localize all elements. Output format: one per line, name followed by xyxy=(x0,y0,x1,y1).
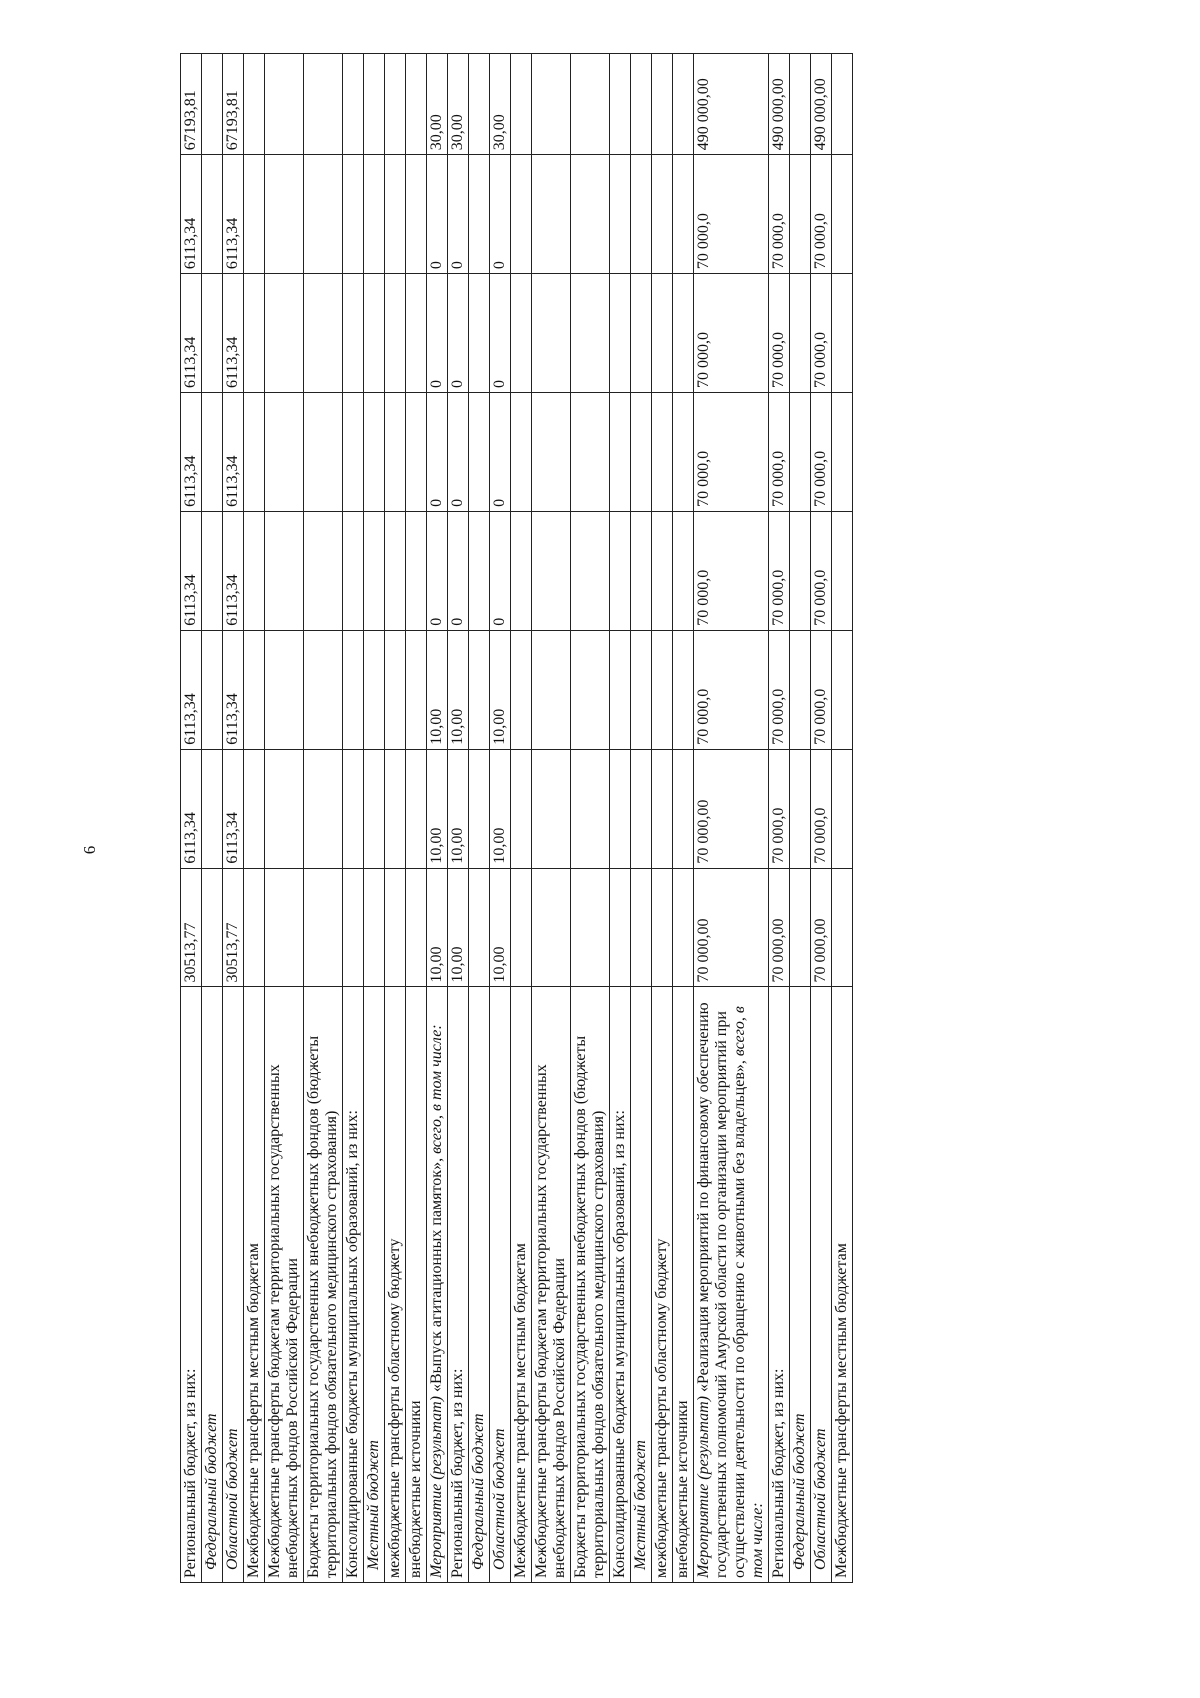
value-cell xyxy=(790,393,811,512)
row-label xyxy=(571,987,610,1583)
value-cell: 6113,34 xyxy=(181,630,202,749)
row-label xyxy=(244,987,265,1583)
value-cell xyxy=(406,155,427,274)
value-cell xyxy=(652,868,673,987)
table-row xyxy=(769,54,790,1583)
value-cell xyxy=(832,54,853,155)
value-cell xyxy=(511,868,532,987)
table-row xyxy=(532,54,571,1583)
value-cell xyxy=(652,749,673,868)
value-cell: 70 000,0 xyxy=(694,274,769,393)
row-label-text: Федеральный бюджет xyxy=(470,1413,487,1570)
value-cell: 6113,34 xyxy=(181,274,202,393)
value-cell xyxy=(832,749,853,868)
value-cell xyxy=(406,511,427,630)
value-cell xyxy=(244,868,265,987)
value-cell xyxy=(244,630,265,749)
value-cell xyxy=(610,868,631,987)
value-cell xyxy=(469,749,490,868)
value-cell xyxy=(610,749,631,868)
value-cell xyxy=(406,54,427,155)
value-cell xyxy=(304,868,343,987)
value-cell xyxy=(673,274,694,393)
row-label-part: всего, в том числе: xyxy=(731,1006,766,1578)
value-cell xyxy=(673,511,694,630)
value-cell xyxy=(610,511,631,630)
value-cell xyxy=(652,274,673,393)
value-cell xyxy=(304,54,343,155)
table-row xyxy=(832,54,853,1583)
value-cell xyxy=(385,630,406,749)
row-label xyxy=(427,987,448,1583)
value-cell xyxy=(364,868,385,987)
value-cell xyxy=(469,511,490,630)
row-label xyxy=(265,987,304,1583)
table-row xyxy=(673,54,694,1583)
value-cell: 0 xyxy=(427,155,448,274)
table-row xyxy=(364,54,385,1583)
value-cell xyxy=(790,749,811,868)
table-row xyxy=(223,54,244,1583)
value-cell xyxy=(673,868,694,987)
value-cell xyxy=(532,274,571,393)
value-cell xyxy=(532,155,571,274)
row-label xyxy=(385,987,406,1583)
row-label-text: Межбюджетные трансферты местным бюджетам xyxy=(512,1243,529,1578)
value-cell xyxy=(673,393,694,512)
value-cell xyxy=(652,511,673,630)
row-label xyxy=(202,987,223,1583)
value-cell xyxy=(631,393,652,512)
value-cell: 70 000,0 xyxy=(694,630,769,749)
value-cell xyxy=(202,630,223,749)
value-cell xyxy=(652,155,673,274)
value-cell: 10,00 xyxy=(427,749,448,868)
value-cell xyxy=(511,511,532,630)
table-row xyxy=(181,54,202,1583)
row-label-text: Межбюджетные трансферты местным бюджетам xyxy=(833,1243,850,1578)
row-label xyxy=(610,987,631,1583)
row-label xyxy=(364,987,385,1583)
value-cell: 0 xyxy=(427,274,448,393)
value-cell xyxy=(631,749,652,868)
value-cell xyxy=(571,868,610,987)
row-label-text: Межбюджетные трансферты местным бюджетам xyxy=(245,1243,262,1578)
row-label xyxy=(181,987,202,1583)
value-cell: 70 000,0 xyxy=(811,274,832,393)
value-cell xyxy=(304,511,343,630)
table-row xyxy=(511,54,532,1583)
value-cell xyxy=(343,868,364,987)
value-cell xyxy=(343,749,364,868)
row-label xyxy=(304,987,343,1583)
value-cell: 70 000,0 xyxy=(811,511,832,630)
value-cell: 0 xyxy=(490,511,511,630)
value-cell xyxy=(832,274,853,393)
row-label xyxy=(343,987,364,1583)
value-cell xyxy=(343,155,364,274)
row-label xyxy=(652,987,673,1583)
value-cell xyxy=(364,511,385,630)
value-cell xyxy=(304,155,343,274)
value-cell xyxy=(832,868,853,987)
value-cell xyxy=(244,749,265,868)
table-row xyxy=(202,54,223,1583)
value-cell: 70 000,00 xyxy=(694,868,769,987)
value-cell xyxy=(469,393,490,512)
value-cell: 70 000,0 xyxy=(769,393,790,512)
value-cell xyxy=(469,630,490,749)
value-cell xyxy=(343,393,364,512)
value-cell: 6113,34 xyxy=(223,749,244,868)
value-cell: 30513,77 xyxy=(181,868,202,987)
value-cell: 70 000,00 xyxy=(694,749,769,868)
value-cell: 70 000,0 xyxy=(769,511,790,630)
value-cell: 30,00 xyxy=(490,54,511,155)
value-cell xyxy=(343,511,364,630)
value-cell xyxy=(364,54,385,155)
value-cell xyxy=(673,630,694,749)
value-cell: 0 xyxy=(448,393,469,512)
value-cell: 6113,34 xyxy=(181,155,202,274)
row-label-text: Региональный бюджет, из них: xyxy=(449,1368,466,1578)
row-label-text: внебюджетные источники xyxy=(674,1400,691,1578)
row-label xyxy=(406,987,427,1583)
row-label xyxy=(448,987,469,1583)
value-cell xyxy=(673,749,694,868)
value-cell xyxy=(385,511,406,630)
table-row xyxy=(610,54,631,1583)
row-label-text: Бюджеты территориальных государственных внебюджетных фондов (бюджеты территориальных фондов обязательного медицинского страхования) xyxy=(305,1035,340,1578)
value-cell: 6113,34 xyxy=(223,630,244,749)
value-cell xyxy=(202,511,223,630)
value-cell xyxy=(406,274,427,393)
value-cell xyxy=(631,274,652,393)
value-cell xyxy=(571,393,610,512)
value-cell: 0 xyxy=(448,274,469,393)
value-cell xyxy=(832,511,853,630)
value-cell xyxy=(364,393,385,512)
row-label xyxy=(769,987,790,1583)
value-cell: 70 000,0 xyxy=(811,393,832,512)
value-cell xyxy=(832,393,853,512)
row-label-part: Мероприятие (результат) xyxy=(428,1392,445,1578)
row-label-text: Межбюджетные трансферты бюджетам территориальных государственных внебюджетных фондов Российской Федерации xyxy=(533,1064,568,1578)
value-cell xyxy=(571,511,610,630)
value-cell xyxy=(469,868,490,987)
value-cell xyxy=(406,630,427,749)
value-cell xyxy=(631,511,652,630)
value-cell: 70 000,0 xyxy=(769,749,790,868)
value-cell xyxy=(571,274,610,393)
value-cell: 490 000,00 xyxy=(694,54,769,155)
value-cell: 70 000,00 xyxy=(811,868,832,987)
value-cell xyxy=(406,868,427,987)
value-cell xyxy=(364,155,385,274)
table-row xyxy=(469,54,490,1583)
row-label xyxy=(673,987,694,1583)
value-cell xyxy=(511,274,532,393)
value-cell xyxy=(790,630,811,749)
value-cell xyxy=(385,868,406,987)
value-cell xyxy=(244,274,265,393)
value-cell xyxy=(343,274,364,393)
value-cell: 70 000,0 xyxy=(811,155,832,274)
value-cell: 10,00 xyxy=(448,630,469,749)
value-cell xyxy=(532,868,571,987)
value-cell xyxy=(610,393,631,512)
row-label xyxy=(832,987,853,1583)
value-cell xyxy=(673,54,694,155)
value-cell xyxy=(265,393,304,512)
table-row xyxy=(652,54,673,1583)
row-label-part: «Выпуск агитационных памяток», xyxy=(428,1153,445,1392)
row-label-text: межбюджетные трансферты областному бюджету xyxy=(386,1238,403,1578)
page-number: 6 xyxy=(80,845,99,855)
value-cell xyxy=(202,749,223,868)
value-cell xyxy=(532,54,571,155)
value-cell: 0 xyxy=(490,155,511,274)
row-label xyxy=(223,987,244,1583)
value-cell xyxy=(343,630,364,749)
row-label-text: Местный бюджет xyxy=(632,1440,649,1570)
value-cell xyxy=(631,868,652,987)
row-label-text: Региональный бюджет, из них: xyxy=(182,1368,199,1578)
value-cell: 70 000,00 xyxy=(769,868,790,987)
value-cell xyxy=(673,155,694,274)
value-cell xyxy=(652,393,673,512)
budget-table xyxy=(180,53,853,1583)
value-cell: 0 xyxy=(448,155,469,274)
value-cell: 70 000,0 xyxy=(811,749,832,868)
value-cell xyxy=(304,274,343,393)
row-label xyxy=(790,987,811,1583)
row-label-text: Областной бюджет xyxy=(812,1428,829,1570)
value-cell xyxy=(790,274,811,393)
row-label-text: Областной бюджет xyxy=(491,1428,508,1570)
value-cell xyxy=(790,511,811,630)
row-label-text: Консолидированные бюджеты муниципальных образований, из них: xyxy=(611,1110,628,1578)
value-cell: 30,00 xyxy=(448,54,469,155)
table-row xyxy=(811,54,832,1583)
value-cell: 490 000,00 xyxy=(811,54,832,155)
value-cell: 70 000,0 xyxy=(769,630,790,749)
value-cell xyxy=(406,749,427,868)
value-cell xyxy=(202,868,223,987)
value-cell xyxy=(532,749,571,868)
table-row xyxy=(343,54,364,1583)
table-row xyxy=(406,54,427,1583)
value-cell xyxy=(832,155,853,274)
row-label-part: Мероприятие (результат) xyxy=(695,1392,712,1578)
row-label xyxy=(490,987,511,1583)
value-cell xyxy=(385,749,406,868)
table-row xyxy=(694,54,769,1583)
value-cell xyxy=(202,274,223,393)
value-cell xyxy=(364,630,385,749)
value-cell xyxy=(571,54,610,155)
value-cell xyxy=(631,630,652,749)
value-cell xyxy=(364,274,385,393)
value-cell: 67193,81 xyxy=(223,54,244,155)
value-cell: 6113,34 xyxy=(223,393,244,512)
value-cell xyxy=(511,155,532,274)
value-cell: 10,00 xyxy=(490,868,511,987)
value-cell xyxy=(610,54,631,155)
row-label xyxy=(694,987,769,1583)
value-cell xyxy=(469,155,490,274)
row-label xyxy=(469,987,490,1583)
table-row xyxy=(265,54,304,1583)
row-label-text: Федеральный бюджет xyxy=(203,1413,220,1570)
value-cell xyxy=(790,868,811,987)
value-cell xyxy=(244,511,265,630)
value-cell: 10,00 xyxy=(490,749,511,868)
value-cell xyxy=(244,393,265,512)
row-label-part: «Реализация мероприятий по финансовому обеспечению государственных полномочий Амурской области по организации мероприятий при осуществлении деятельности по обращению с животными без владельцев», xyxy=(695,1002,748,1578)
value-cell xyxy=(364,749,385,868)
value-cell xyxy=(469,54,490,155)
value-cell: 10,00 xyxy=(427,630,448,749)
table-row xyxy=(448,54,469,1583)
value-cell: 10,00 xyxy=(490,630,511,749)
value-cell: 70 000,0 xyxy=(769,155,790,274)
value-cell: 70 000,0 xyxy=(811,630,832,749)
value-cell: 70 000,0 xyxy=(694,393,769,512)
value-cell: 6113,34 xyxy=(181,749,202,868)
value-cell: 6113,34 xyxy=(181,393,202,512)
table-row xyxy=(571,54,610,1583)
value-cell: 10,00 xyxy=(448,868,469,987)
value-cell xyxy=(385,274,406,393)
value-cell xyxy=(511,630,532,749)
value-cell xyxy=(202,155,223,274)
table-row xyxy=(304,54,343,1583)
value-cell: 6113,34 xyxy=(223,511,244,630)
value-cell: 10,00 xyxy=(427,868,448,987)
value-cell xyxy=(265,868,304,987)
value-cell xyxy=(511,393,532,512)
value-cell: 490 000,00 xyxy=(769,54,790,155)
value-cell xyxy=(304,393,343,512)
table-row xyxy=(427,54,448,1583)
value-cell xyxy=(532,630,571,749)
value-cell xyxy=(631,155,652,274)
value-cell xyxy=(406,393,427,512)
value-cell xyxy=(202,393,223,512)
row-label-text: Региональный бюджет, из них: xyxy=(770,1368,787,1578)
value-cell xyxy=(511,749,532,868)
table-row xyxy=(631,54,652,1583)
row-label xyxy=(532,987,571,1583)
table-row xyxy=(385,54,406,1583)
value-cell xyxy=(790,54,811,155)
row-label xyxy=(511,987,532,1583)
value-cell: 0 xyxy=(490,393,511,512)
value-cell xyxy=(385,54,406,155)
value-cell xyxy=(265,274,304,393)
row-label-text: Местный бюджет xyxy=(365,1440,382,1570)
value-cell: 10,00 xyxy=(448,749,469,868)
value-cell xyxy=(652,630,673,749)
value-cell xyxy=(532,511,571,630)
budget-sheet xyxy=(180,53,1080,1583)
value-cell: 0 xyxy=(427,393,448,512)
value-cell xyxy=(652,54,673,155)
value-cell xyxy=(265,155,304,274)
value-cell: 0 xyxy=(490,274,511,393)
row-label-text: внебюджетные источники xyxy=(407,1400,424,1578)
value-cell xyxy=(571,630,610,749)
value-cell xyxy=(790,155,811,274)
table-row xyxy=(490,54,511,1583)
table-row xyxy=(790,54,811,1583)
value-cell xyxy=(244,54,265,155)
row-label-text: Консолидированные бюджеты муниципальных образований, из них: xyxy=(344,1110,361,1578)
value-cell xyxy=(385,155,406,274)
row-label xyxy=(811,987,832,1583)
value-cell xyxy=(631,54,652,155)
value-cell: 0 xyxy=(448,511,469,630)
value-cell: 30513,77 xyxy=(223,868,244,987)
value-cell: 6113,34 xyxy=(223,274,244,393)
value-cell: 30,00 xyxy=(427,54,448,155)
value-cell xyxy=(304,630,343,749)
value-cell: 67193,81 xyxy=(181,54,202,155)
value-cell xyxy=(265,511,304,630)
row-label-text: Межбюджетные трансферты бюджетам территориальных государственных внебюджетных фондов Российской Федерации xyxy=(266,1064,301,1578)
value-cell xyxy=(265,749,304,868)
value-cell xyxy=(532,393,571,512)
value-cell xyxy=(610,155,631,274)
value-cell: 6113,34 xyxy=(223,155,244,274)
budget-table-body xyxy=(181,54,853,1583)
row-label-part: всего, в том числе: xyxy=(428,1024,445,1154)
value-cell xyxy=(610,630,631,749)
row-label-text: межбюджетные трансферты областному бюджету xyxy=(653,1238,670,1578)
value-cell xyxy=(385,393,406,512)
value-cell xyxy=(202,54,223,155)
value-cell xyxy=(343,54,364,155)
value-cell xyxy=(265,54,304,155)
row-label-text: Федеральный бюджет xyxy=(791,1413,808,1570)
value-cell: 0 xyxy=(427,511,448,630)
value-cell: 70 000,0 xyxy=(694,155,769,274)
value-cell xyxy=(244,155,265,274)
value-cell: 70 000,0 xyxy=(769,274,790,393)
value-cell xyxy=(610,274,631,393)
value-cell: 6113,34 xyxy=(181,511,202,630)
value-cell xyxy=(511,54,532,155)
value-cell xyxy=(304,749,343,868)
value-cell: 70 000,0 xyxy=(694,511,769,630)
value-cell xyxy=(469,274,490,393)
value-cell xyxy=(571,155,610,274)
table-row xyxy=(244,54,265,1583)
row-label-text: Областной бюджет xyxy=(224,1428,241,1570)
row-label-text: Бюджеты территориальных государственных внебюджетных фондов (бюджеты территориальных фондов обязательного медицинского страхования) xyxy=(572,1035,607,1578)
value-cell xyxy=(265,630,304,749)
row-label xyxy=(631,987,652,1583)
value-cell xyxy=(832,630,853,749)
value-cell xyxy=(571,749,610,868)
